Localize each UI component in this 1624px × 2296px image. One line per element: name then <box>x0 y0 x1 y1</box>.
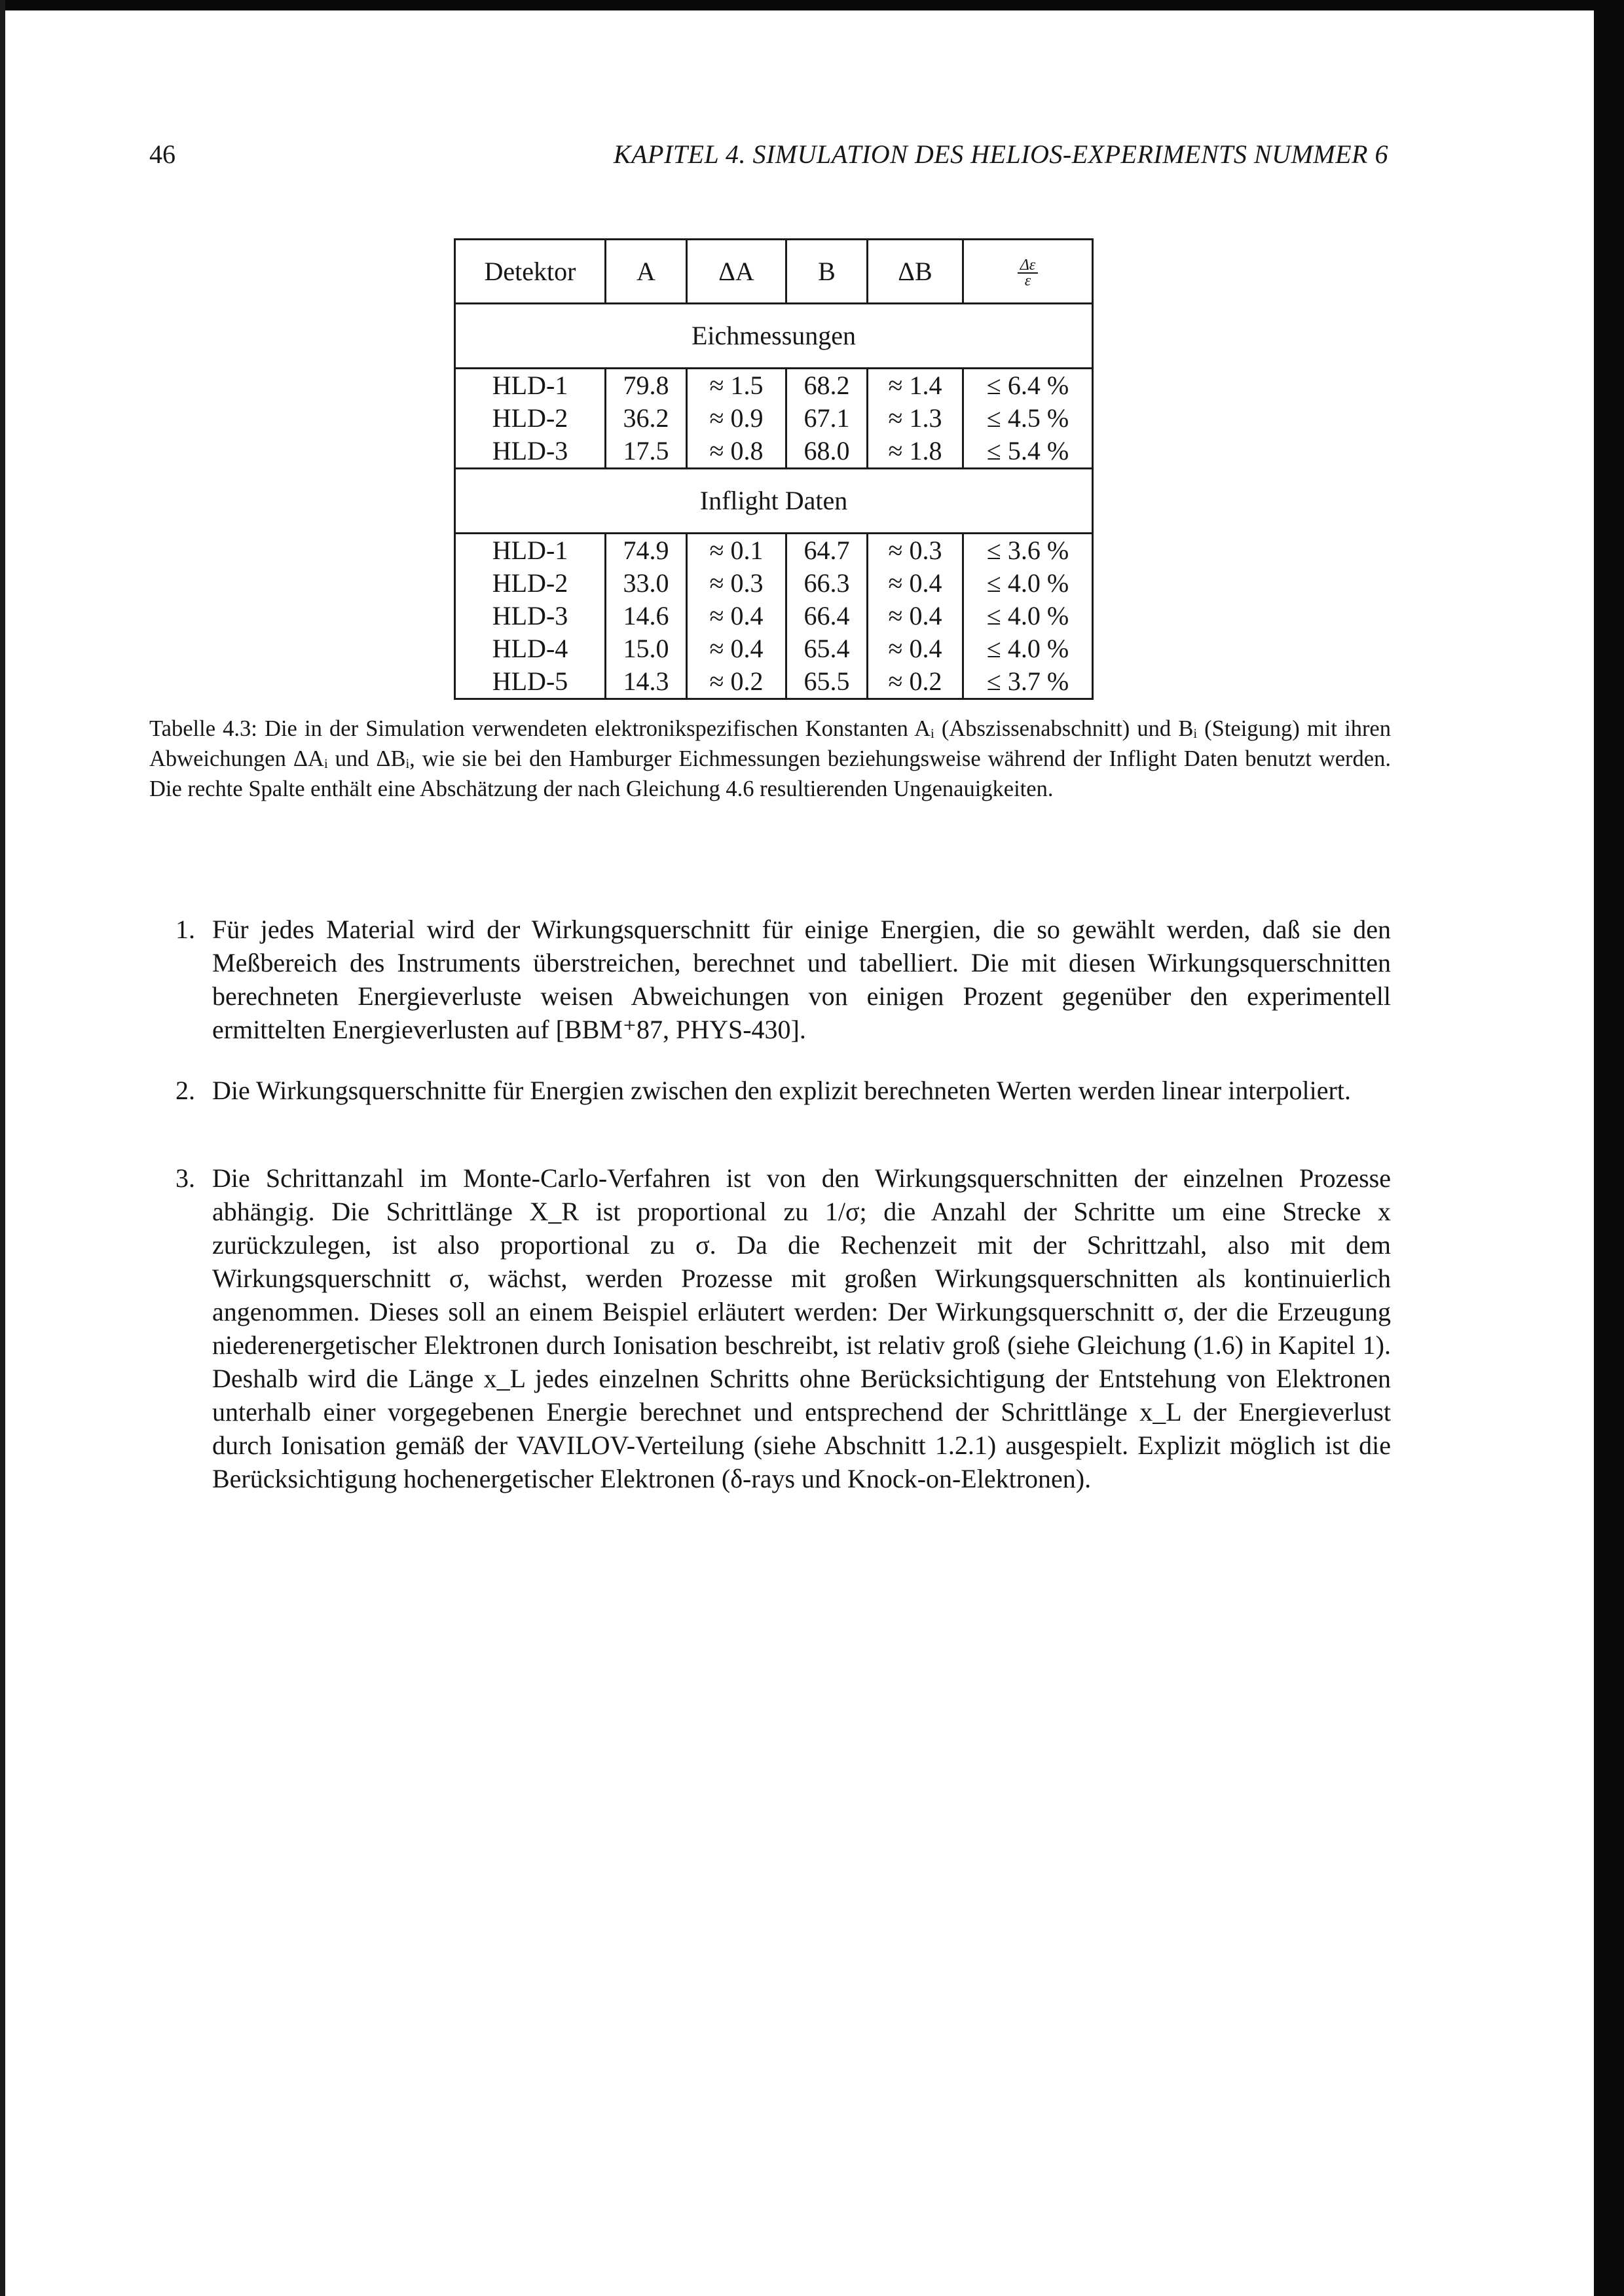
header-delta-b: ΔB <box>868 240 963 304</box>
table-cell: 79.8 <box>606 369 687 403</box>
table-cell: ≤ 5.4 % <box>963 435 1093 469</box>
scan-border-top <box>0 0 1624 10</box>
fraction-delta-epsilon: $\frac{\Delta\varepsilon}{\varepsilon}$ <box>1018 258 1039 288</box>
table-cell: 33.0 <box>606 567 687 600</box>
list-item-number: 2. <box>175 1076 195 1105</box>
table-cell: ≈ 0.1 <box>687 534 786 568</box>
header-a: A <box>606 240 687 304</box>
table-cell: 64.7 <box>786 534 868 568</box>
table-row <box>455 435 1093 469</box>
table-cell: HLD-5 <box>455 665 606 699</box>
table-row <box>455 534 1093 568</box>
table-cell: ≈ 0.2 <box>687 665 786 699</box>
list-item <box>175 1074 1391 1107</box>
table-cell: ≈ 0.3 <box>868 534 963 568</box>
table-body <box>455 304 1093 699</box>
table-cell: 17.5 <box>606 435 687 469</box>
header-relative-error <box>963 240 1093 304</box>
table-cell: 66.3 <box>786 567 868 600</box>
table-caption <box>149 714 1391 804</box>
table-cell: ≈ 1.5 <box>687 369 786 403</box>
list-item <box>175 913 1391 1046</box>
list-item-text: Die Wirkungsquerschnitte für Energien zwischen den explizit berechneten Werten werden linear interpoliert. <box>212 1076 1351 1105</box>
table-cell: ≈ 1.4 <box>868 369 963 403</box>
header-detektor: Detektor <box>455 240 606 304</box>
table-row <box>455 402 1093 435</box>
header-delta-a: ΔA <box>687 240 786 304</box>
list-item <box>175 1161 1391 1495</box>
table-cell: ≈ 0.4 <box>868 567 963 600</box>
table-cell: 65.5 <box>786 665 868 699</box>
table-section-row <box>455 469 1093 534</box>
table-cell: ≈ 0.3 <box>687 567 786 600</box>
table-cell: 65.4 <box>786 632 868 665</box>
scan-border-right <box>1594 0 1624 2296</box>
list-item-text: Für jedes Material wird der Wirkungsquerschnitt für einige Energien, die so gewählt werden, daß sie den Meßbereich des Instruments überstreichen, berechnet und tabelliert. Die mit diesen Wirkungsquerschnitten berechneten Energieverluste weisen Abweichungen von einigen Prozent gegenüber den experimentell ermittelten Energieverlusten auf [BBM⁺87, PHYS-430]. <box>212 915 1391 1044</box>
table-header-row <box>455 240 1093 304</box>
table-cell: ≤ 4.5 % <box>963 402 1093 435</box>
section-title: Eichmessungen <box>455 304 1093 369</box>
table-cell: ≤ 3.6 % <box>963 534 1093 568</box>
table-cell: 74.9 <box>606 534 687 568</box>
table-cell: HLD-2 <box>455 567 606 600</box>
page-number: 46 <box>149 139 175 169</box>
table-row <box>455 369 1093 403</box>
table-cell: ≈ 1.3 <box>868 402 963 435</box>
table-row <box>455 665 1093 699</box>
results-table <box>454 238 1094 700</box>
list-item-number: 3. <box>175 1163 195 1193</box>
table-cell: HLD-3 <box>455 435 606 469</box>
table-cell: 14.3 <box>606 665 687 699</box>
table-cell: ≈ 0.9 <box>687 402 786 435</box>
table-cell: 15.0 <box>606 632 687 665</box>
table-cell: HLD-1 <box>455 369 606 403</box>
table-cell: ≈ 0.2 <box>868 665 963 699</box>
table-cell: ≤ 4.0 % <box>963 567 1093 600</box>
table-cell: HLD-3 <box>455 600 606 632</box>
table-cell: ≈ 0.4 <box>687 600 786 632</box>
table-cell: HLD-2 <box>455 402 606 435</box>
results-table-container <box>454 238 1092 700</box>
caption-text: Tabelle 4.3: Die in der Simulation verwendeten elektronikspezifischen Konstanten Aᵢ (Abszissenabschnitt) und Bᵢ (Steigung) mit ihren Abweichungen ΔAᵢ und ΔBᵢ, wie sie bei den Hamburger Eichmessungen beziehungsweise während der Inflight Daten benutzt werden. Die rechte Spalte enthält eine Abschätzung der nach Gleichung 4.6 resultierenden Ungenauigkeiten. <box>149 716 1391 801</box>
table-cell: ≈ 0.8 <box>687 435 786 469</box>
list-item-text: Die Schrittanzahl im Monte-Carlo-Verfahren ist von den Wirkungsquerschnitten der einzelnen Prozesse abhängig. Die Schrittlänge X_R ist proportional zu 1/σ; die Anzahl der Schritte um eine Strecke x zurückzulegen, ist also proportional zu σ. Da die Rechenzeit mit der Schrittzahl, also mit dem Wirkungsquerschnitt σ, wächst, werden Prozesse mit großen Wirkungsquerschnitten als kontinuierlich angenommen. Dieses soll an einem Beispiel erläutert werden: Der Wirkungsquerschnitt σ, der die Erzeugung niederenergetischer Elektronen durch Ionisation beschreibt, ist relativ groß (siehe Gleichung (1.6) in Kapitel 1). Deshalb wird die Länge x_L jedes einzelnen Schritts ohne Berücksichtigung der Entstehung von Elektronen unterhalb einer vorgegebenen Energie berechnet und entsprechend der Schrittlänge x_L der Energieverlust durch Ionisation gemäß der VAVILOV-Verteilung (siehe Abschnitt 1.2.1) ausgespielt. Explizit möglich ist die Berücksichtigung hochenergetischer Elektronen (δ-rays und Knock-on-Elektronen). <box>212 1163 1391 1493</box>
table-cell: ≈ 0.4 <box>868 632 963 665</box>
table-cell: ≤ 4.0 % <box>963 632 1093 665</box>
table-cell: HLD-4 <box>455 632 606 665</box>
table-cell: 36.2 <box>606 402 687 435</box>
section-title: Inflight Daten <box>455 469 1093 534</box>
table-cell: 14.6 <box>606 600 687 632</box>
table-row <box>455 632 1093 665</box>
scan-border-left <box>0 0 5 2296</box>
table-row <box>455 567 1093 600</box>
table-section-row <box>455 304 1093 369</box>
table-cell: ≤ 4.0 % <box>963 600 1093 632</box>
table-cell: ≤ 3.7 % <box>963 665 1093 699</box>
header-b: B <box>786 240 868 304</box>
table-cell: ≈ 0.4 <box>868 600 963 632</box>
table-cell: ≤ 6.4 % <box>963 369 1093 403</box>
table-cell: 67.1 <box>786 402 868 435</box>
table-cell: 68.0 <box>786 435 868 469</box>
table-cell: ≈ 1.8 <box>868 435 963 469</box>
table-cell: ≈ 0.4 <box>687 632 786 665</box>
list-item-number: 1. <box>175 915 195 944</box>
running-head: KAPITEL 4. SIMULATION DES HELIOS-EXPERIMENTS NUMMER 6 <box>613 139 1388 169</box>
table-row <box>455 600 1093 632</box>
table-cell: HLD-1 <box>455 534 606 568</box>
table-cell: 66.4 <box>786 600 868 632</box>
table-cell: 68.2 <box>786 369 868 403</box>
